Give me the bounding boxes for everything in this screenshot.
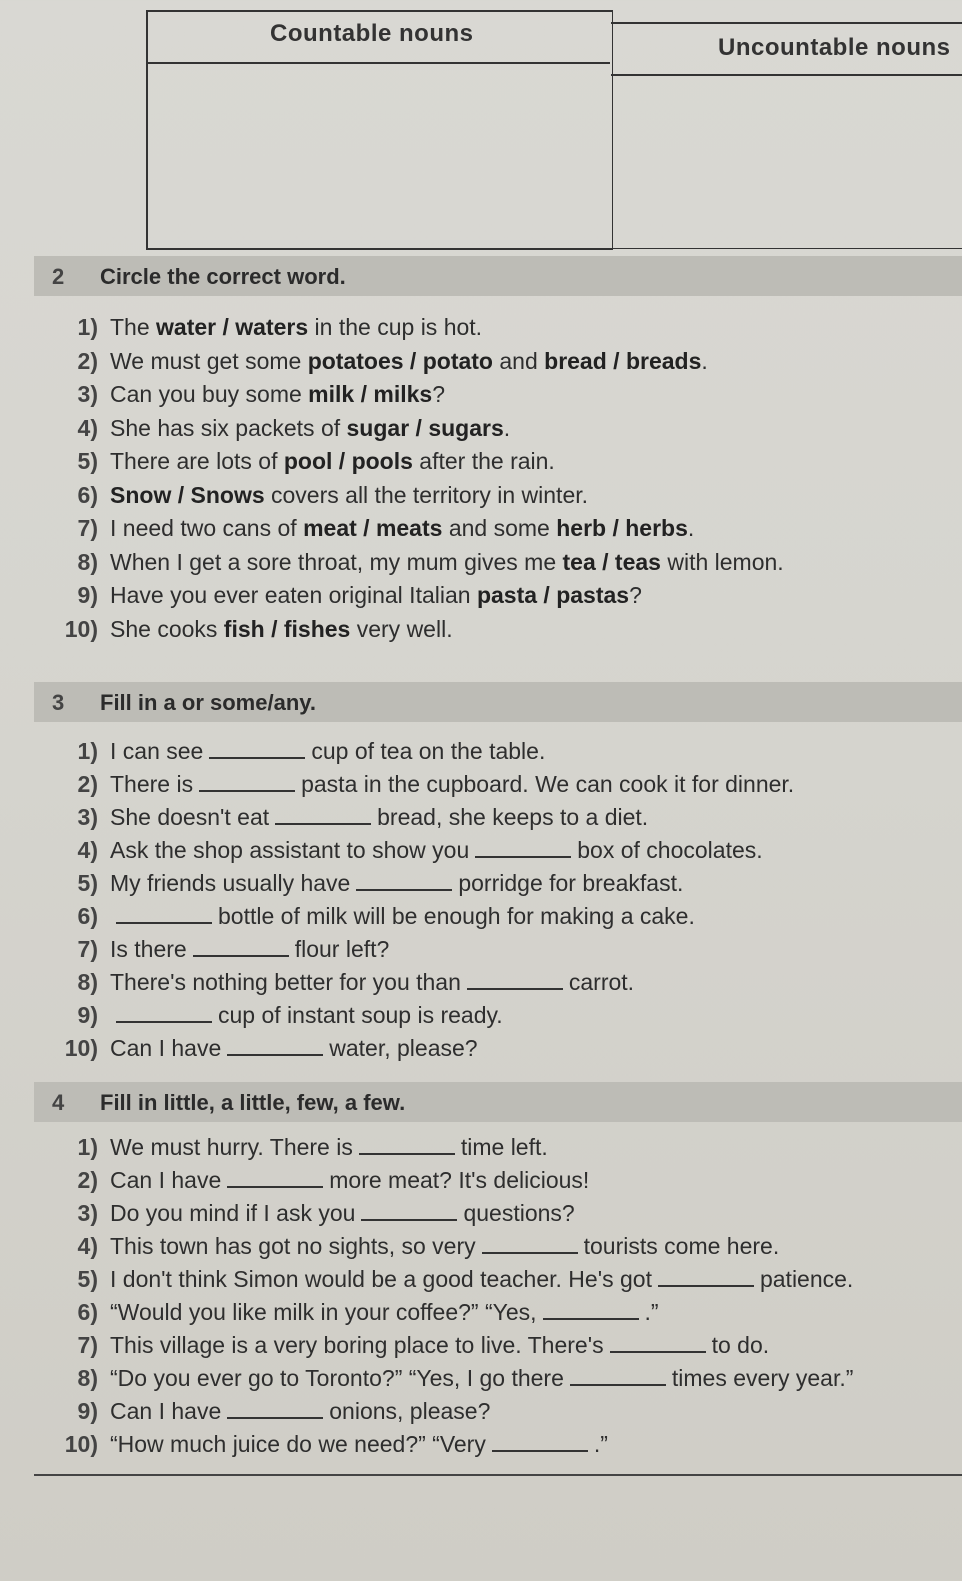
answer-blank[interactable]	[199, 772, 295, 792]
item-text: .	[687, 515, 695, 541]
item-text: Have you ever eaten original Italian	[110, 582, 477, 608]
exercise-item	[40, 415, 510, 445]
exercise-item	[40, 1266, 853, 1296]
answer-blank[interactable]	[275, 805, 371, 825]
exercise-item	[40, 1365, 853, 1395]
header-divider	[611, 74, 962, 76]
uncountable-header: Uncountable nouns	[718, 34, 951, 61]
answer-blank[interactable]	[361, 1201, 457, 1221]
answer-blank[interactable]	[482, 1234, 578, 1254]
exercise-item	[40, 582, 642, 612]
exercise-item	[40, 1332, 769, 1362]
exercise-item	[40, 448, 555, 478]
answer-blank[interactable]	[193, 937, 289, 957]
item-number: 5)	[77, 1266, 98, 1292]
item-text: “Do you ever go to Toronto?” “Yes, I go there	[110, 1365, 564, 1391]
word-choice[interactable]: pool / pools	[283, 448, 413, 474]
item-text: Ask the shop assistant to show you	[110, 837, 470, 863]
item-number: 4)	[77, 837, 98, 863]
item-number: 6)	[77, 481, 98, 508]
item-number: 2)	[77, 347, 98, 374]
item-text: My friends usually have	[110, 870, 351, 896]
exercise-item	[40, 1035, 478, 1065]
item-text: She cooks	[110, 615, 224, 642]
exercise-item	[40, 515, 694, 545]
countable-header: Countable nouns	[270, 20, 474, 47]
item-number: 7)	[77, 936, 98, 962]
item-number: 9)	[77, 1398, 98, 1424]
item-text: I need two cans of	[110, 515, 304, 541]
answer-blank[interactable]	[356, 871, 452, 891]
item-text: carrot.	[568, 969, 635, 995]
item-text: to do.	[711, 1332, 770, 1358]
item-text: .	[701, 347, 708, 374]
item-text: with lemon.	[660, 548, 784, 575]
word-choice[interactable]: bread / breads	[544, 347, 702, 374]
item-text: questions?	[463, 1200, 575, 1226]
item-text: bottle of milk will be enough for making a cake.	[218, 903, 695, 929]
item-number: 7)	[77, 515, 98, 541]
item-number: 9)	[77, 1002, 98, 1028]
item-number: 6)	[77, 1299, 98, 1325]
item-number: 10)	[64, 1431, 98, 1457]
item-text: “Would you like milk in your coffee?” “Yes,	[110, 1299, 537, 1325]
item-number: 1)	[77, 314, 98, 340]
answer-blank[interactable]	[227, 1168, 323, 1188]
item-text: porridge for breakfast.	[458, 870, 684, 896]
item-text: Is there	[110, 936, 187, 962]
answer-blank[interactable]	[610, 1333, 706, 1353]
item-text: covers all the territory in winter.	[264, 481, 589, 508]
exercise-item	[40, 1134, 548, 1164]
answer-blank[interactable]	[570, 1366, 666, 1386]
item-number: 2)	[77, 771, 98, 797]
exercise-item	[40, 1200, 575, 1230]
section-title: Fill in little, a little, few, a few.	[100, 1090, 406, 1115]
item-text: I can see	[110, 738, 204, 764]
section-title: Circle the correct word.	[100, 264, 346, 289]
exercise-item	[40, 1233, 779, 1263]
item-number: 8)	[77, 969, 98, 995]
item-text: She doesn't eat	[110, 804, 270, 830]
item-number: 5)	[77, 448, 98, 474]
item-number: 1)	[77, 1134, 98, 1160]
answer-blank[interactable]	[116, 904, 212, 924]
exercise-item	[40, 870, 683, 900]
header-divider	[146, 62, 610, 64]
exercise-item	[40, 969, 634, 999]
item-number: 1)	[77, 738, 98, 764]
item-text: The	[110, 314, 157, 340]
item-text: There are lots of	[110, 448, 284, 474]
item-text: ?	[629, 582, 642, 608]
word-choice[interactable]: herb / herbs	[556, 515, 688, 541]
word-choice[interactable]: meat / meats	[303, 515, 443, 541]
answer-blank[interactable]	[359, 1135, 455, 1155]
noun-table	[146, 10, 962, 248]
section-4-header	[34, 1082, 962, 1122]
item-number: 3)	[77, 1200, 98, 1226]
exercise-item	[40, 804, 648, 834]
answer-blank[interactable]	[116, 1003, 212, 1023]
answer-blank[interactable]	[475, 838, 571, 858]
item-text: flour left?	[294, 936, 390, 962]
exercise-item	[40, 738, 545, 768]
exercise-item	[40, 1167, 589, 1197]
item-text: .	[503, 414, 511, 441]
item-number: 8)	[77, 1365, 98, 1391]
item-text: Do you mind if I ask you	[110, 1200, 356, 1226]
item-text: water, please?	[329, 1035, 478, 1061]
item-number: 6)	[77, 903, 98, 929]
item-text: cup of instant soup is ready.	[218, 1002, 503, 1028]
section-3-header	[34, 682, 962, 722]
word-choice[interactable]: Snow / Snows	[110, 481, 265, 508]
exercise-item	[40, 1431, 608, 1461]
item-number: 4)	[77, 414, 98, 441]
item-text: .”	[593, 1431, 608, 1457]
answer-blank[interactable]	[492, 1432, 588, 1452]
word-choice[interactable]: milk / milks	[308, 381, 433, 407]
item-text: We must hurry. There is	[110, 1134, 353, 1160]
exercise-item	[40, 1299, 659, 1329]
item-text: and some	[442, 515, 557, 541]
item-number: 9)	[77, 582, 98, 608]
section-title: Fill in a or some/any.	[100, 690, 316, 715]
item-text: after the rain.	[412, 448, 555, 474]
item-text: tourists come here.	[583, 1233, 780, 1259]
item-text: onions, please?	[329, 1398, 491, 1424]
item-number: 8)	[77, 548, 98, 575]
word-choice[interactable]: potatoes / potato	[307, 347, 493, 374]
item-text: Can I have	[110, 1398, 222, 1424]
section-number: 2	[52, 264, 65, 289]
item-text: more meat? It's delicious!	[329, 1167, 590, 1193]
bottom-divider	[34, 1474, 962, 1476]
item-text: This village is a very boring place to live. There's	[110, 1332, 604, 1358]
item-text: and	[492, 347, 545, 374]
item-text: cup of tea on the table.	[311, 738, 546, 764]
item-number: 7)	[77, 1332, 98, 1358]
item-text: ?	[432, 381, 445, 407]
exercise-item	[40, 482, 588, 512]
item-text: There is	[110, 771, 194, 797]
word-choice[interactable]: tea / teas	[562, 548, 661, 575]
item-number: 3)	[77, 381, 98, 407]
item-number: 3)	[77, 804, 98, 830]
answer-blank[interactable]	[227, 1036, 323, 1056]
exercise-item	[40, 616, 453, 646]
exercise-item	[40, 348, 708, 378]
item-text: This town has got no sights, so very	[110, 1233, 476, 1259]
answer-blank[interactable]	[227, 1399, 323, 1419]
item-text: time left.	[460, 1134, 548, 1160]
item-text: We must get some	[110, 347, 308, 374]
exercise-item	[40, 837, 763, 867]
item-text: pasta in the cupboard. We can cook it for dinner.	[301, 771, 795, 797]
exercise-item	[40, 1398, 490, 1428]
word-choice[interactable]: sugar / sugars	[346, 414, 504, 441]
word-choice[interactable]: pasta / pastas	[476, 582, 630, 608]
section-2-header	[34, 256, 962, 296]
item-text: “How much juice do we need?” “Very	[110, 1431, 486, 1457]
answer-blank[interactable]	[467, 970, 563, 990]
item-text: She has six packets of	[110, 414, 347, 441]
item-text: There's nothing better for you than	[110, 969, 461, 995]
item-text: patience.	[759, 1266, 854, 1292]
exercise-item	[40, 549, 784, 579]
exercise-item	[40, 903, 695, 933]
word-choice[interactable]: water / waters	[156, 314, 309, 340]
item-text: box of chocolates.	[577, 837, 763, 863]
exercise-item	[40, 771, 794, 801]
exercise-item	[40, 1002, 503, 1032]
item-text: When I get a sore throat, my mum gives me	[110, 548, 563, 575]
item-number: 5)	[77, 870, 98, 896]
item-text: very well.	[350, 615, 453, 642]
answer-blank[interactable]	[543, 1300, 639, 1320]
word-choice[interactable]: fish / fishes	[223, 615, 351, 642]
item-text: .”	[644, 1299, 659, 1325]
item-number: 10)	[64, 615, 98, 642]
item-number: 2)	[77, 1167, 98, 1193]
exercise-item	[40, 381, 445, 411]
exercise-item	[40, 314, 482, 344]
section-number: 4	[52, 1090, 65, 1115]
item-text: in the cup is hot.	[308, 314, 483, 340]
answer-blank[interactable]	[658, 1267, 754, 1287]
item-number: 4)	[77, 1233, 98, 1259]
item-text: times every year.”	[671, 1365, 854, 1391]
item-text: Can I have	[110, 1167, 222, 1193]
section-number: 3	[52, 690, 65, 715]
item-text: I don't think Simon would be a good teacher. He's got	[110, 1266, 652, 1292]
item-number: 10)	[64, 1035, 98, 1061]
exercise-item	[40, 936, 389, 966]
item-text: Can you buy some	[110, 381, 309, 407]
item-text: bread, she keeps to a diet.	[377, 804, 649, 830]
answer-blank[interactable]	[209, 739, 305, 759]
item-text: Can I have	[110, 1035, 222, 1061]
